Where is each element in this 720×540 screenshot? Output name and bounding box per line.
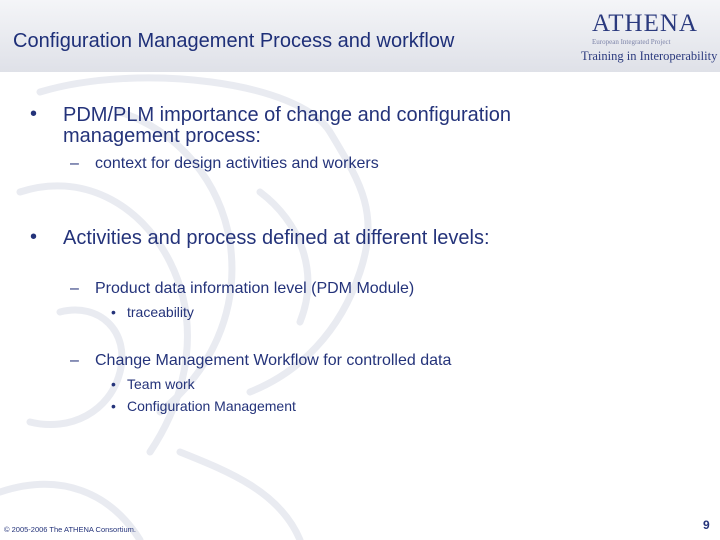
- bullet-marker: •: [111, 398, 116, 414]
- dash-marker: –: [70, 155, 79, 172]
- sub-bullet-text: Change Management Workflow for controlled data: [95, 352, 452, 369]
- slide-title: Configuration Management Process and workflow: [13, 30, 455, 52]
- bullet-text: PDM/PLM importance of change and configuration: [63, 104, 512, 126]
- bullet-text: Activities and process defined at different levels:: [63, 227, 490, 249]
- dash-marker: –: [70, 280, 79, 297]
- bullet-marker: •: [111, 304, 116, 320]
- copyright-footer: © 2005-2006 The ATHENA Consortium.: [4, 525, 136, 534]
- bullet-marker: •: [30, 103, 38, 125]
- logo-tagline: Training in Interoperability: [581, 49, 718, 63]
- bullet-marker: •: [111, 376, 116, 392]
- dash-marker: –: [70, 352, 79, 369]
- page-number: 9: [703, 518, 710, 532]
- bullet-marker: •: [30, 226, 38, 248]
- third-level-text: Configuration Management: [127, 398, 296, 414]
- third-level-text: traceability: [127, 304, 194, 320]
- logo-subtitle: European Integrated Project: [592, 38, 671, 46]
- bullet-text: management process:: [63, 125, 261, 147]
- logo-name: ATHENA: [592, 10, 698, 37]
- third-level-text: Team work: [127, 376, 195, 392]
- sub-bullet-text: context for design activities and workers: [95, 155, 379, 172]
- sub-bullet-text: Product data information level (PDM Module): [95, 280, 415, 297]
